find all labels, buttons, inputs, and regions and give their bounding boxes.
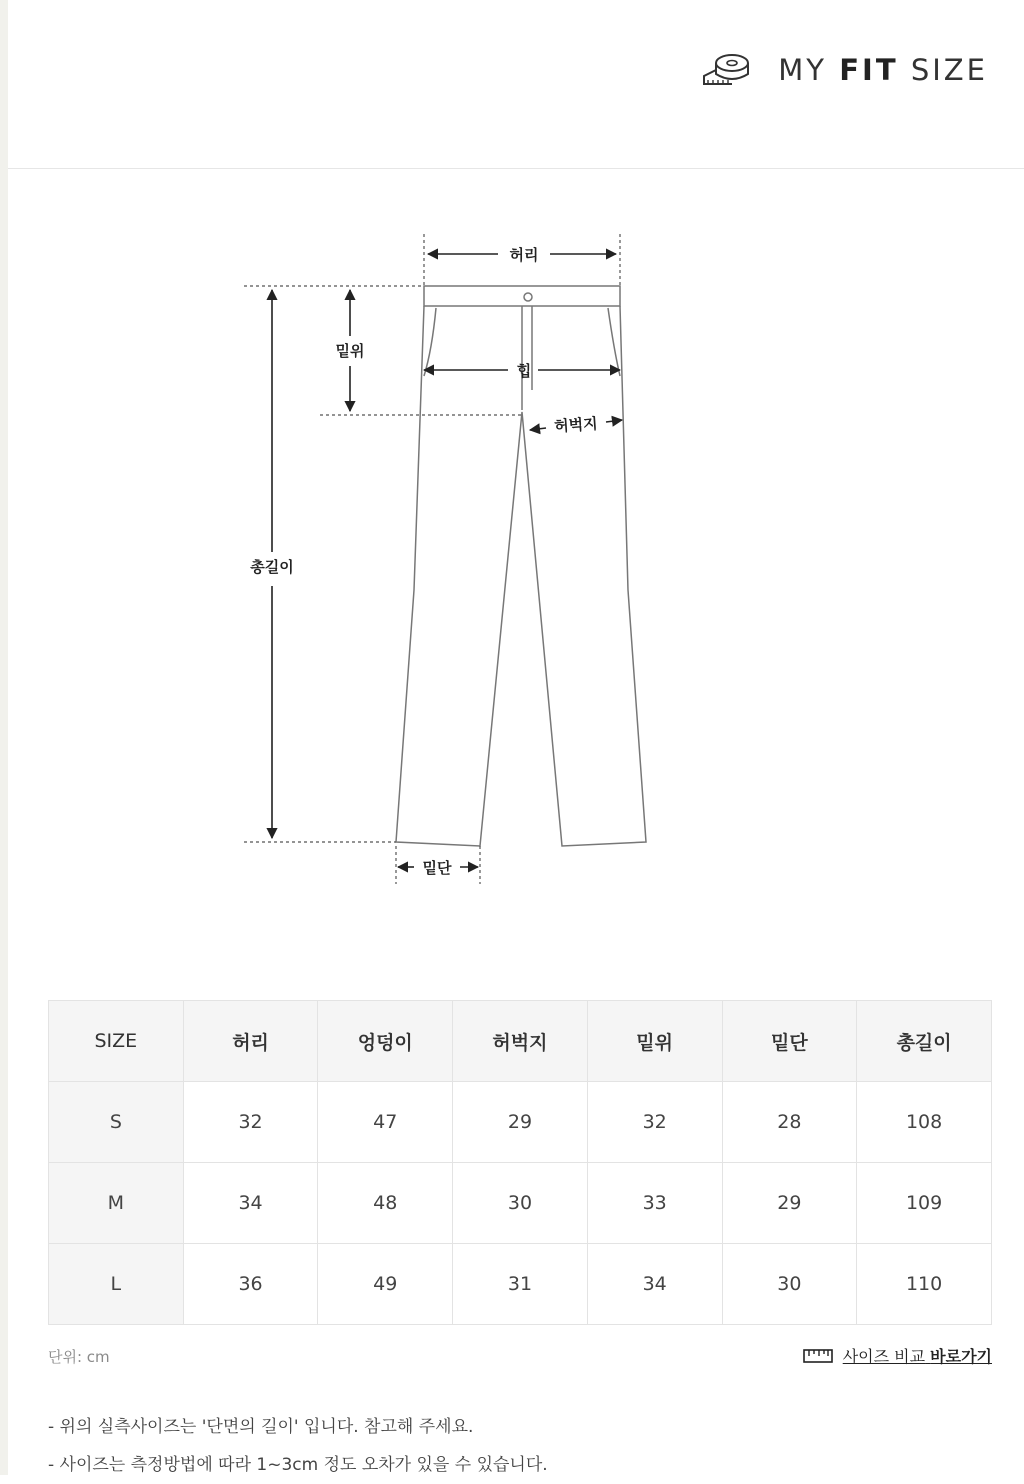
- size-compare-label: 사이즈 비교: [842, 1347, 926, 1366]
- unit-label: 단위: cm: [48, 1348, 110, 1366]
- header: [8, 0, 1024, 169]
- table-row: [49, 1163, 992, 1244]
- pants-diagram-svg: [0, 190, 1024, 910]
- label-waist: 허리: [509, 246, 539, 264]
- brand-bold: FIT: [839, 53, 899, 87]
- table-cell: 108: [857, 1082, 992, 1163]
- header-hem: 밑단: [722, 1001, 857, 1082]
- table-cell: 30: [722, 1244, 857, 1325]
- header-thigh: 허벅지: [453, 1001, 588, 1082]
- table-cell: 109: [857, 1163, 992, 1244]
- brand-prefix: MY: [778, 53, 828, 87]
- table-row: [49, 1082, 992, 1163]
- label-hem: 밑단: [422, 859, 452, 877]
- label-total-length: 총길이: [250, 558, 294, 576]
- size-compare-link[interactable]: [803, 1344, 992, 1367]
- header-rise: 밑위: [587, 1001, 722, 1082]
- label-hip: 힙: [516, 362, 532, 380]
- size-cell: L: [49, 1244, 184, 1325]
- size-compare-text[interactable]: [843, 1344, 992, 1367]
- table-cell: 34: [183, 1163, 318, 1244]
- notes: [48, 1408, 548, 1484]
- table-cell: 32: [183, 1082, 318, 1163]
- table-cell: 48: [318, 1163, 453, 1244]
- size-cell: M: [49, 1163, 184, 1244]
- table-cell: 29: [453, 1082, 588, 1163]
- measure-arrows: [272, 254, 622, 867]
- table-cell: 30: [453, 1163, 588, 1244]
- ruler-icon: [803, 1349, 833, 1363]
- size-table: [48, 1000, 992, 1325]
- table-cell: 31: [453, 1244, 588, 1325]
- label-rise: 밑위: [335, 342, 365, 360]
- brand-text: [778, 53, 988, 87]
- label-thigh: 허벅지: [553, 414, 599, 436]
- header-waist: 허리: [183, 1001, 318, 1082]
- header-size: SIZE: [49, 1001, 184, 1082]
- table-cell: 33: [587, 1163, 722, 1244]
- header-total-length: 총길이: [857, 1001, 992, 1082]
- table-cell: 110: [857, 1244, 992, 1325]
- pants-measurement-diagram: [0, 190, 1024, 910]
- size-compare-go: 바로가기: [930, 1347, 992, 1366]
- brand-logo: [702, 50, 988, 90]
- guide-lines: [244, 234, 620, 884]
- tape-measure-icon: [702, 50, 756, 90]
- table-cell: 29: [722, 1163, 857, 1244]
- table-row: [49, 1244, 992, 1325]
- table-cell: 28: [722, 1082, 857, 1163]
- table-header-row: [49, 1001, 992, 1082]
- table-cell: 36: [183, 1244, 318, 1325]
- size-cell: S: [49, 1082, 184, 1163]
- note-line: - 위의 실측사이즈는 '단면의 길이' 입니다. 참고해 주세요.: [48, 1417, 474, 1437]
- header-hip: 엉덩이: [318, 1001, 453, 1082]
- table-cell: 34: [587, 1244, 722, 1325]
- table-cell: 47: [318, 1082, 453, 1163]
- table-cell: 49: [318, 1244, 453, 1325]
- brand-suffix: SIZE: [910, 53, 988, 87]
- note-line: - 사이즈는 측정방법에 따라 1~3cm 정도 오차가 있을 수 있습니다.: [48, 1455, 548, 1475]
- table-cell: 32: [587, 1082, 722, 1163]
